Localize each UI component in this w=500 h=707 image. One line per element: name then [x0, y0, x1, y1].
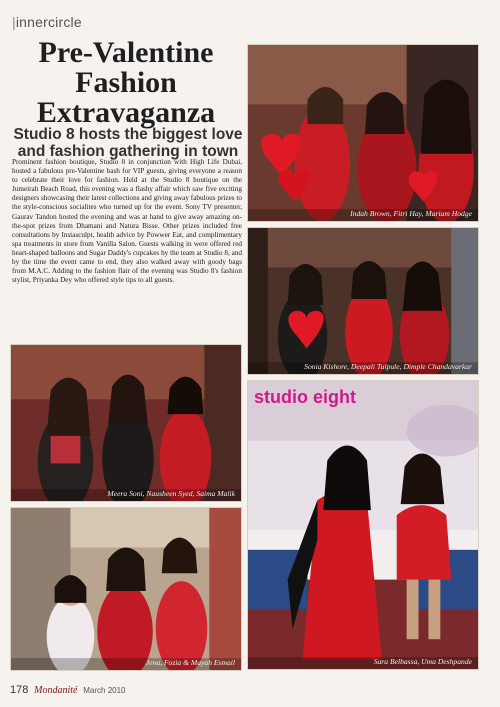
- subhead: Studio 8 hosts the biggest love and fashion gathering in town: [13, 126, 243, 160]
- event-photo-image: [11, 508, 241, 670]
- photo-caption: Indah Brown, Fitri Hay, Mariam Hodge: [350, 209, 472, 218]
- photo-right-bottom: [247, 380, 479, 670]
- photo-caption: Sonia Kishore, Deepali Tulpule, Dimple Chandavarkar: [304, 362, 472, 371]
- photo-left-middle: [10, 344, 242, 502]
- photo-caption: Sara Belbassa, Uma Deshpande: [373, 657, 472, 666]
- photo-caption: Jena, Fozia & Mayah Esmail: [145, 658, 235, 667]
- headline: Pre-Valentine Fashion Extravaganza: [36, 36, 216, 129]
- magazine-name: Mondanité: [34, 685, 78, 696]
- event-photo-image: [11, 345, 241, 501]
- article-body: Prominent fashion boutique, Studio 8 in conjunction with High Life Dubai, hosted a fabulous pre-Valentine bash for VIP guests, giving everyone a reason to celebrate their love for fashion. Held at the Studio 8 houtique on the Jumeirah Beach Road, this evening was a flashy affair which saw five exciting designers showcasing their latest collections and giving away fabulous prizes to the style-conscious socialites who turned up for the event. Sony TV presenter, Gaurav Tandon hosted the evening and was at hand to give away amazing on-the-spot prizes from Dhamani and Natura Bisse. Other prizes included free consultations by Instasculpt, health advice by Powwer Eat, and complimentary spa treatments in store from Vanilla Salon. Guests walking in were offered red heart-shaped balloons and Sugar Daddy's cupcakes by the team at Studio 8, and by the time the event came to end, they also walked away with goody bags from M.A.C. Adding to the fashion flair of the evening was Studio 8's fashion stylist, Priyanka Dey who offered style tips to all guests.: [12, 158, 242, 285]
- photo-top-right: [247, 44, 479, 222]
- page-footer: [10, 684, 126, 696]
- event-photo-image: [248, 228, 478, 374]
- photo-left-bottom: [10, 507, 242, 671]
- studio-eight-sign: studio eight: [254, 387, 356, 407]
- issue-date: March 2010: [83, 686, 126, 695]
- photo-caption: Meera Soni, Nausheen Syed, Saima Malik: [107, 489, 235, 498]
- event-photo-image: [248, 45, 478, 221]
- section-label: |innercircle: [12, 14, 82, 30]
- event-photo-image: [248, 381, 478, 669]
- photo-right-middle: [247, 227, 479, 375]
- page-number: 178: [10, 684, 29, 696]
